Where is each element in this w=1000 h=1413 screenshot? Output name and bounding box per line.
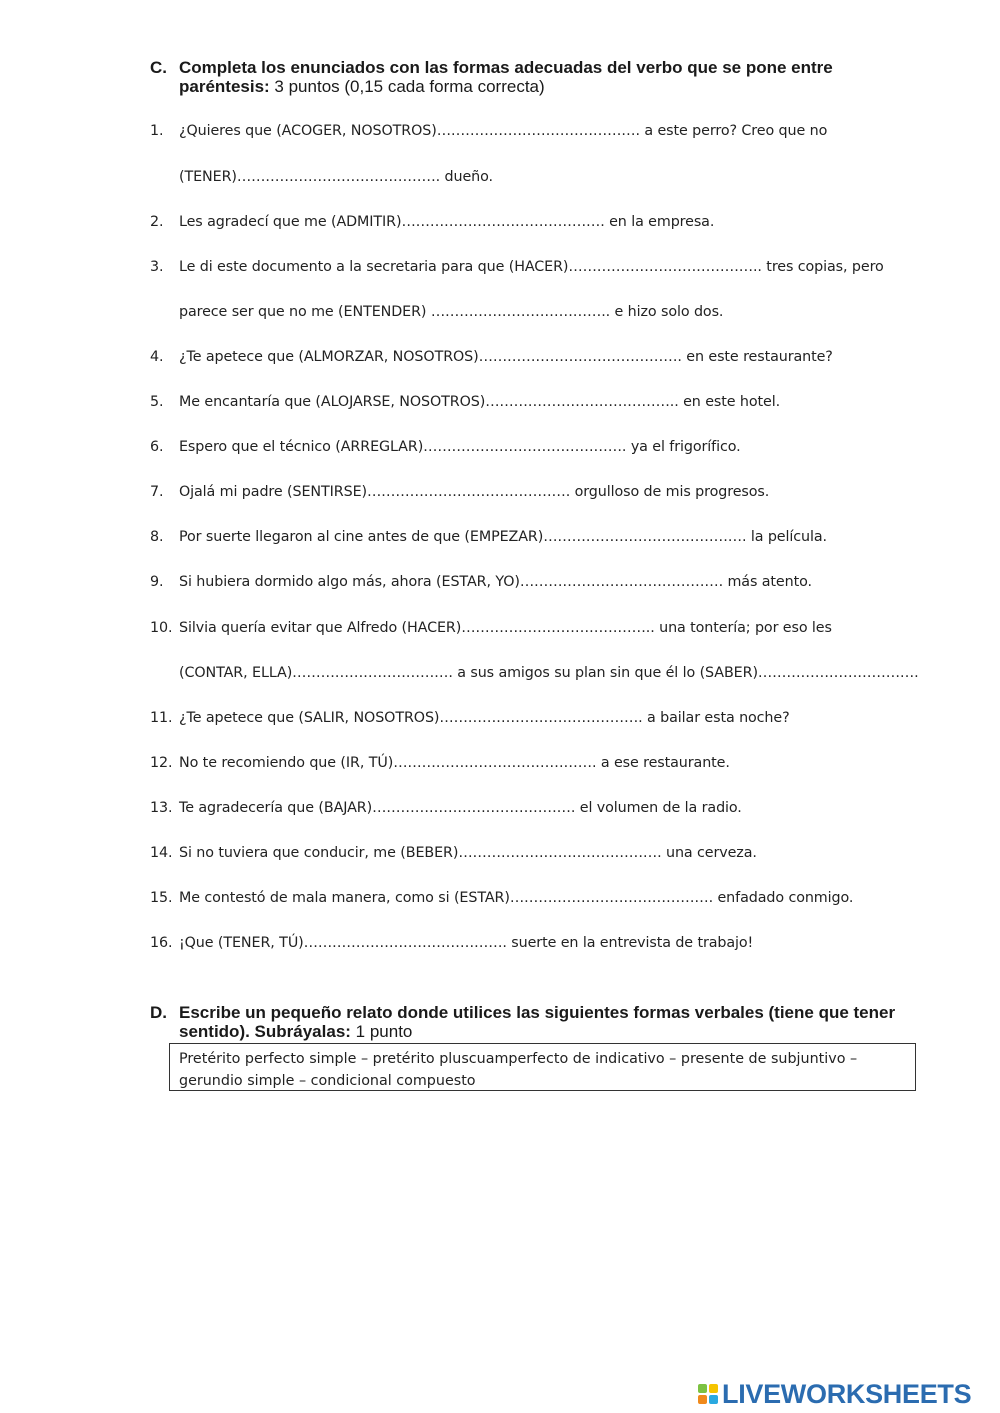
- item-number: 15.: [150, 890, 173, 906]
- item-number: 12.: [150, 755, 173, 771]
- item-text: ¿Te apetece que (ALMORZAR, NOSOTROS)……………………………………. en este restaurante?: [179, 349, 833, 365]
- item-text: (CONTAR, ELLA)……………………………. a sus amigos su plan sin que él lo (SABER)…………………………….: [179, 665, 919, 681]
- item-text: ¿Quieres que (ACOGER, NOSOTROS)……………………………………. a este perro? Creo que no: [179, 123, 828, 139]
- item-number: 10.: [150, 620, 173, 636]
- item-text: Me encantaría que (ALOJARSE, NOSOTROS)………………………………….. en este hotel.: [179, 394, 781, 410]
- section-c-text: [179, 58, 919, 96]
- item-number: 16.: [150, 935, 173, 951]
- item-number: 11.: [150, 710, 173, 726]
- exercise-item: [150, 394, 780, 410]
- item-text: Te agradecería que (BAJAR)……………………………………. el volumen de la radio.: [179, 800, 742, 816]
- item-number: 2.: [150, 214, 164, 230]
- item-text: (TENER)……………………………………. dueño.: [179, 169, 493, 185]
- logo-square-blue: [709, 1395, 718, 1404]
- exercise-item-continuation: [179, 304, 723, 320]
- exercise-item: [150, 529, 827, 545]
- exercise-item: [150, 484, 769, 500]
- item-text: Por suerte llegaron al cine antes de que (EMPEZAR)……………………………………. la película.: [179, 529, 827, 545]
- item-text: No te recomiendo que (IR, TÚ)……………………………………. a ese restaurante.: [179, 755, 730, 771]
- section-d-points: 1 punto: [350, 1022, 413, 1041]
- item-number: 4.: [150, 349, 164, 365]
- item-number: 8.: [150, 529, 164, 545]
- item-text: Le di este documento a la secretaria para que (HACER)………………………………….. tres copias, pero: [179, 259, 884, 275]
- item-number: 13.: [150, 800, 173, 816]
- exercise-item-continuation: [179, 169, 493, 185]
- logo-square-green: [698, 1384, 707, 1393]
- item-text: parece ser que no me (ENTENDER) ……………………………….. e hizo solo dos.: [179, 304, 724, 320]
- logo-square-orange: [698, 1395, 707, 1404]
- exercise-item: [150, 123, 827, 139]
- section-c-instruction: Completa los enunciados con las formas adecuadas del verbo que se pone entre paréntesis:: [179, 58, 833, 96]
- item-text: Les agradecí que me (ADMITIR)……………………………………. en la empresa.: [179, 214, 715, 230]
- exercise-item: [150, 935, 753, 951]
- section-c-letter: C.: [150, 58, 167, 77]
- item-text: Si no tuviera que conducir, me (BEBER)……………………………………. una cerveza.: [179, 845, 757, 861]
- item-number: 14.: [150, 845, 173, 861]
- section-d-text: [179, 1003, 919, 1041]
- exercise-item: [150, 439, 741, 455]
- exercise-item: [150, 349, 833, 365]
- exercise-item: [150, 214, 714, 230]
- item-text: Silvia quería evitar que Alfredo (HACER)………………………………….. una tontería; por eso les: [179, 620, 832, 636]
- liveworksheets-logo[interactable]: [698, 1378, 971, 1410]
- item-text: Me contestó de mala manera, como si (ESTAR)……………………………………. enfadado conmigo.: [179, 890, 854, 906]
- exercise-item: [150, 890, 853, 906]
- item-number: 9.: [150, 574, 164, 590]
- exercise-item: [150, 259, 884, 275]
- section-c-points: 3 puntos (0,15 cada forma correcta): [269, 77, 545, 96]
- item-number: 1.: [150, 123, 164, 139]
- item-number: 3.: [150, 259, 164, 275]
- exercise-item: [150, 710, 790, 726]
- exercise-item: [150, 574, 812, 590]
- exercise-item: [150, 620, 832, 636]
- exercise-item: [150, 845, 757, 861]
- item-text: Ojalá mi padre (SENTIRSE)……………………………………. orgulloso de mis progresos.: [179, 484, 770, 500]
- section-d-instruction: Escribe un pequeño relato donde utilices las siguientes formas verbales (tiene que tener sentido). Subráyalas:: [179, 1003, 896, 1041]
- exercise-item: [150, 755, 730, 771]
- item-text: Espero que el técnico (ARREGLAR)……………………………………. ya el frigorífico.: [179, 439, 741, 455]
- section-d-letter: D.: [150, 1003, 167, 1022]
- item-number: 6.: [150, 439, 164, 455]
- logo-square-yellow: [709, 1384, 718, 1393]
- item-text: ¡Que (TENER, TÚ)……………………………………. suerte en la entrevista de trabajo!: [179, 935, 754, 951]
- logo-mark-icon: [698, 1384, 718, 1404]
- exercise-item: [150, 800, 742, 816]
- exercise-item-continuation: [179, 665, 919, 681]
- verb-forms-box: [169, 1043, 916, 1091]
- verb-forms-line-1: Pretérito perfecto simple – pretérito pluscuamperfecto de indicativo – presente de subjuntivo –: [179, 1051, 858, 1067]
- item-text: Si hubiera dormido algo más, ahora (ESTAR, YO)……………………………………. más atento.: [179, 574, 812, 590]
- item-number: 7.: [150, 484, 164, 500]
- item-number: 5.: [150, 394, 164, 410]
- verb-forms-line-2: gerundio simple – condicional compuesto: [179, 1073, 476, 1089]
- item-text: ¿Te apetece que (SALIR, NOSOTROS)……………………………………. a bailar esta noche?: [179, 710, 790, 726]
- logo-text: LIVEWORKSHEETS: [722, 1378, 972, 1409]
